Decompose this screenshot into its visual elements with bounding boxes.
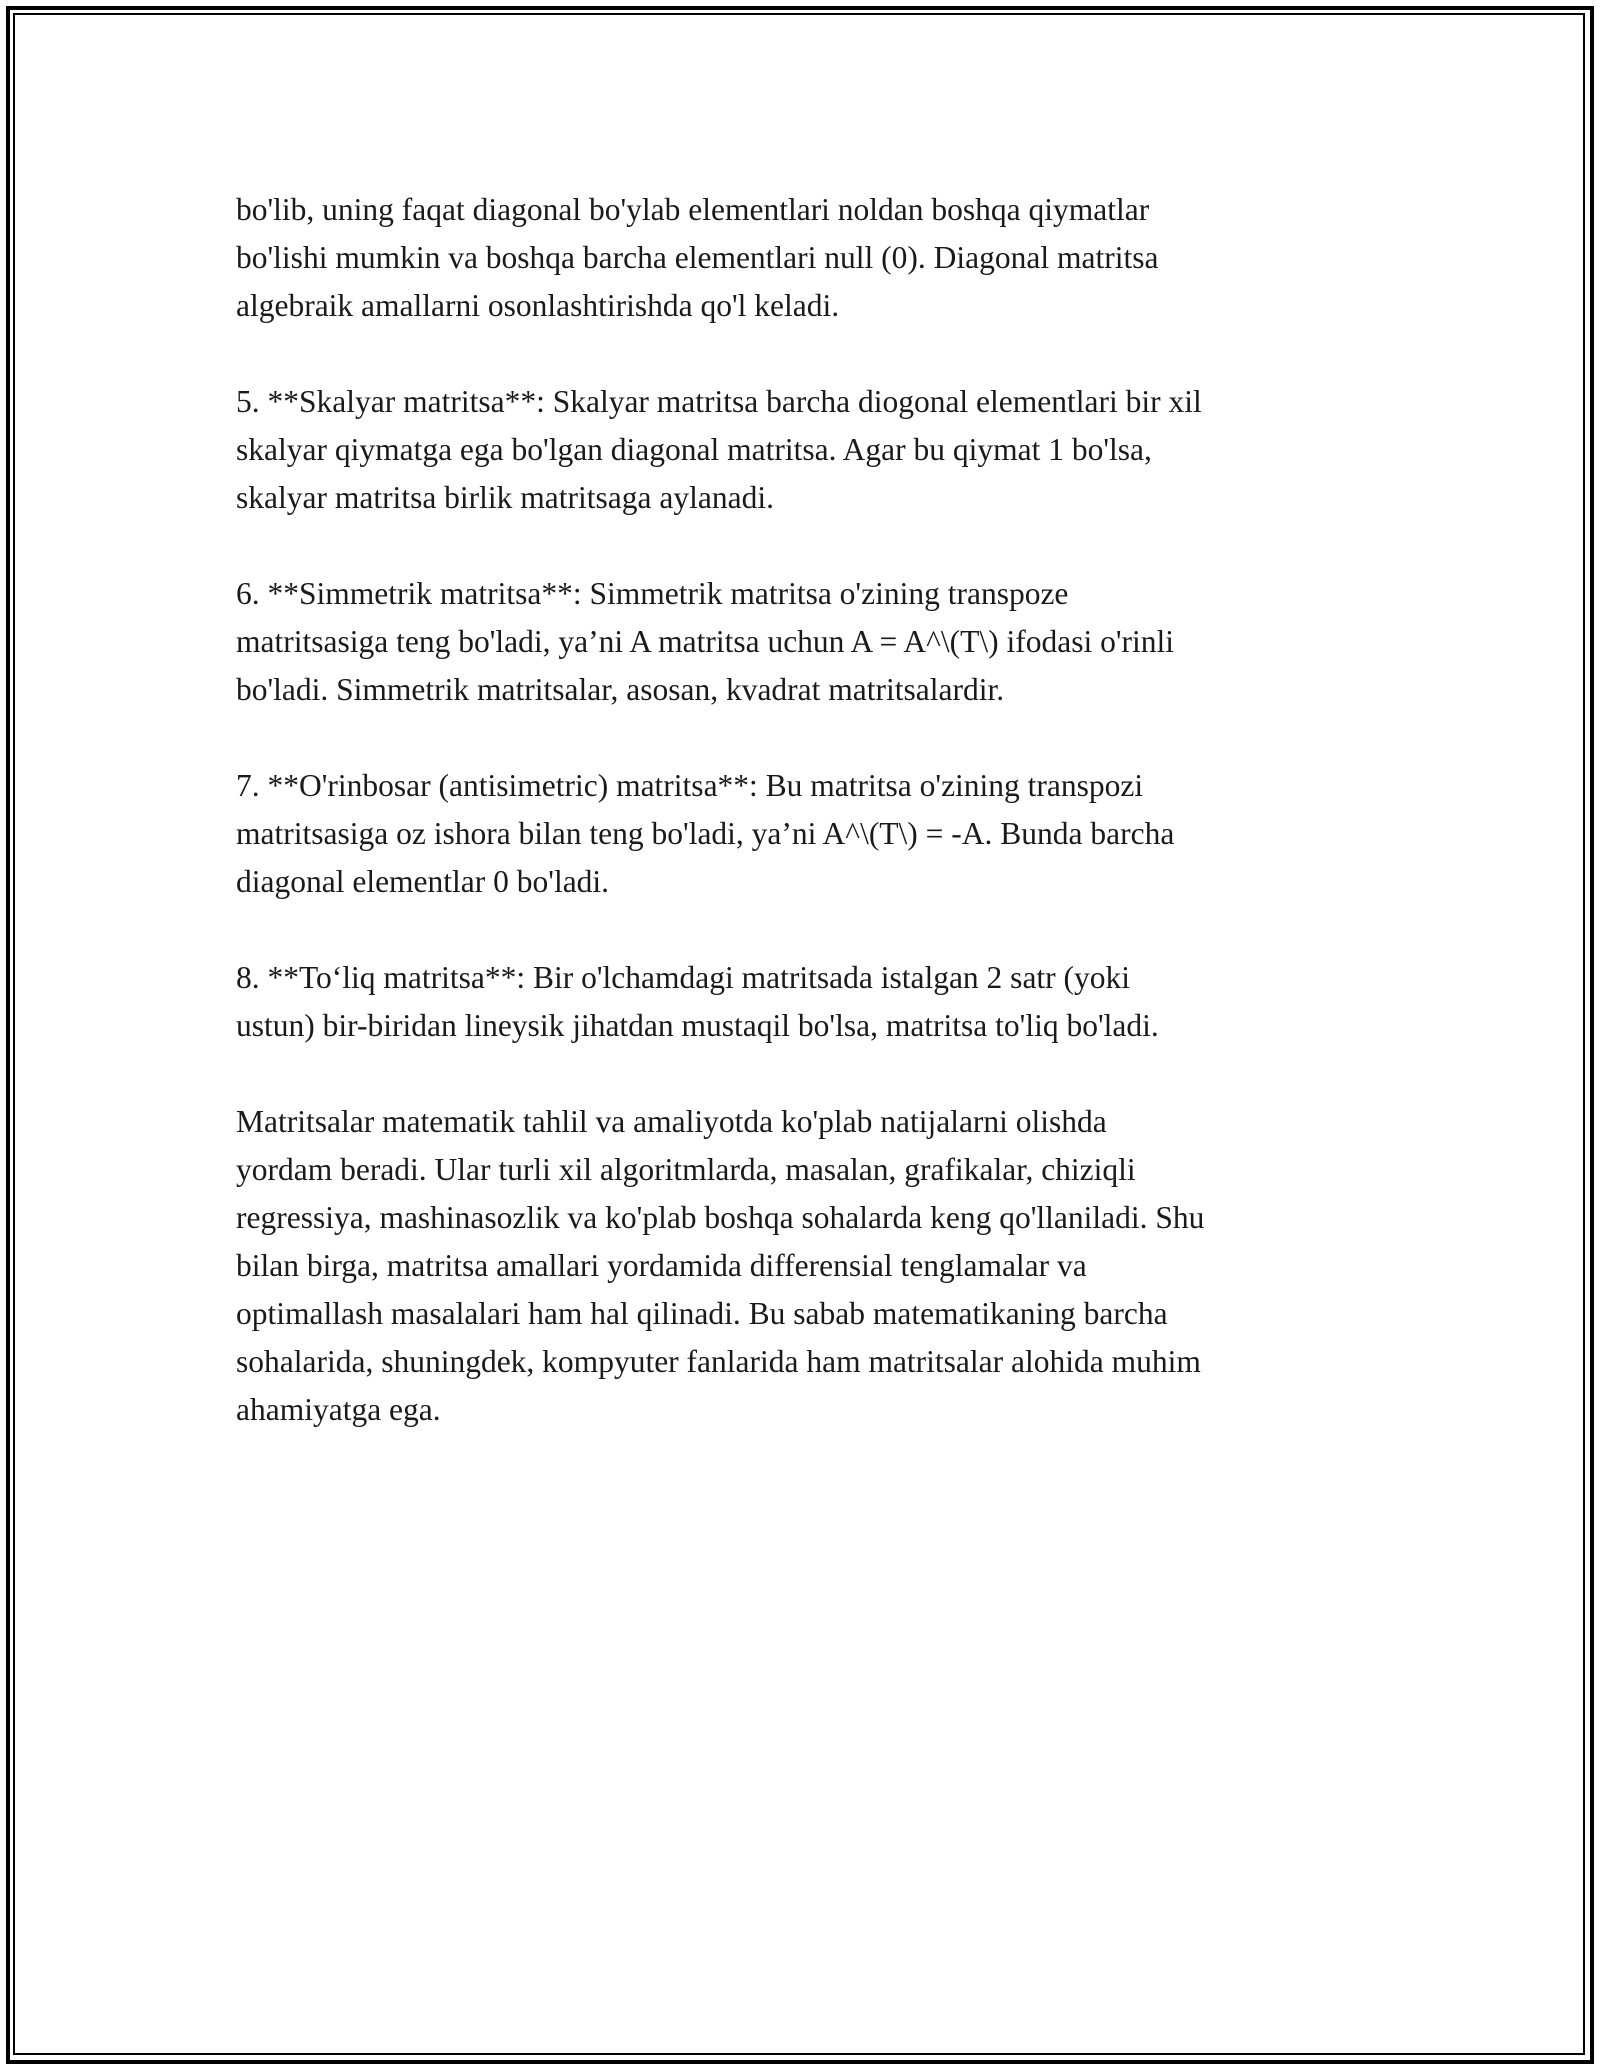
paragraph-diagonal-matrix xyxy=(236,186,1396,330)
text-line: skalyar matritsa birlik matritsaga aylanadi. xyxy=(236,480,774,515)
text-line: 8. **To‘liq matritsa**: Bir o'lchamdagi matritsada istalgan 2 satr (yoki xyxy=(236,960,1131,995)
text-line: bo'ladi. Simmetrik matritsalar, asosan, kvadrat matritsalardir. xyxy=(236,672,1005,707)
text-line: bo'lib, uning faqat diagonal bo'ylab elementlari noldan boshqa qiymatlar xyxy=(236,192,1150,227)
text-line: bilan birga, matritsa amallari yordamida differensial tenglamalar va xyxy=(236,1248,1087,1283)
text-line: matritsasiga teng bo'ladi, ya’ni A matritsa uchun A = A^\(T\) ifodasi o'rinli xyxy=(236,624,1175,659)
text-line: Matritsalar matematik tahlil va amaliyotda ko'plab natijalarni olishda xyxy=(236,1104,1107,1139)
text-line: ustun) bir-biridan lineysik jihatdan mustaqil bo'lsa, matritsa to'liq bo'ladi. xyxy=(236,1008,1159,1043)
paragraph-full-matrix xyxy=(236,954,1396,1050)
text-line: algebraik amallarni osonlashtirishda qo'l keladi. xyxy=(236,288,840,323)
text-line: skalyar qiymatga ega bo'lgan diagonal matritsa. Agar bu qiymat 1 bo'lsa, xyxy=(236,432,1152,467)
text-line: matritsasiga oz ishora bilan teng bo'ladi, ya’ni A^\(T\) = -A. Bunda barcha xyxy=(236,816,1175,851)
text-line: 6. **Simmetrik matritsa**: Simmetrik matritsa o'zining transpoze xyxy=(236,576,1069,611)
text-line: sohalarida, shuningdek, kompyuter fanlarida ham matritsalar alohida muhim xyxy=(236,1344,1201,1379)
text-line: optimallash masalalari ham hal qilinadi. Bu sabab matematikaning barcha xyxy=(236,1296,1168,1331)
text-line: ahamiyatga ega. xyxy=(236,1392,441,1427)
text-line: 5. **Skalyar matritsa**: Skalyar matritsa barcha diogonal elementlari bir xil xyxy=(236,384,1202,419)
text-line: diagonal elementlar 0 bo'ladi. xyxy=(236,864,610,899)
text-line: 7. **O'rinbosar (antisimetric) matritsa**: Bu matritsa o'zining transpozi xyxy=(236,768,1144,803)
text-line: yordam beradi. Ular turli xil algoritmlarda, masalan, grafikalar, chiziqli xyxy=(236,1152,1136,1187)
paragraph-symmetric-matrix xyxy=(236,570,1396,714)
paragraph-scalar-matrix xyxy=(236,378,1396,522)
paragraph-antisymmetric-matrix xyxy=(236,762,1396,906)
paragraph-conclusion xyxy=(236,1098,1396,1434)
document-body xyxy=(236,186,1396,1482)
text-line: bo'lishi mumkin va boshqa barcha elementlari null (0). Diagonal matritsa xyxy=(236,240,1159,275)
text-line: regressiya, mashinasozlik va ko'plab boshqa sohalarda keng qo'llaniladi. Shu xyxy=(236,1200,1205,1235)
